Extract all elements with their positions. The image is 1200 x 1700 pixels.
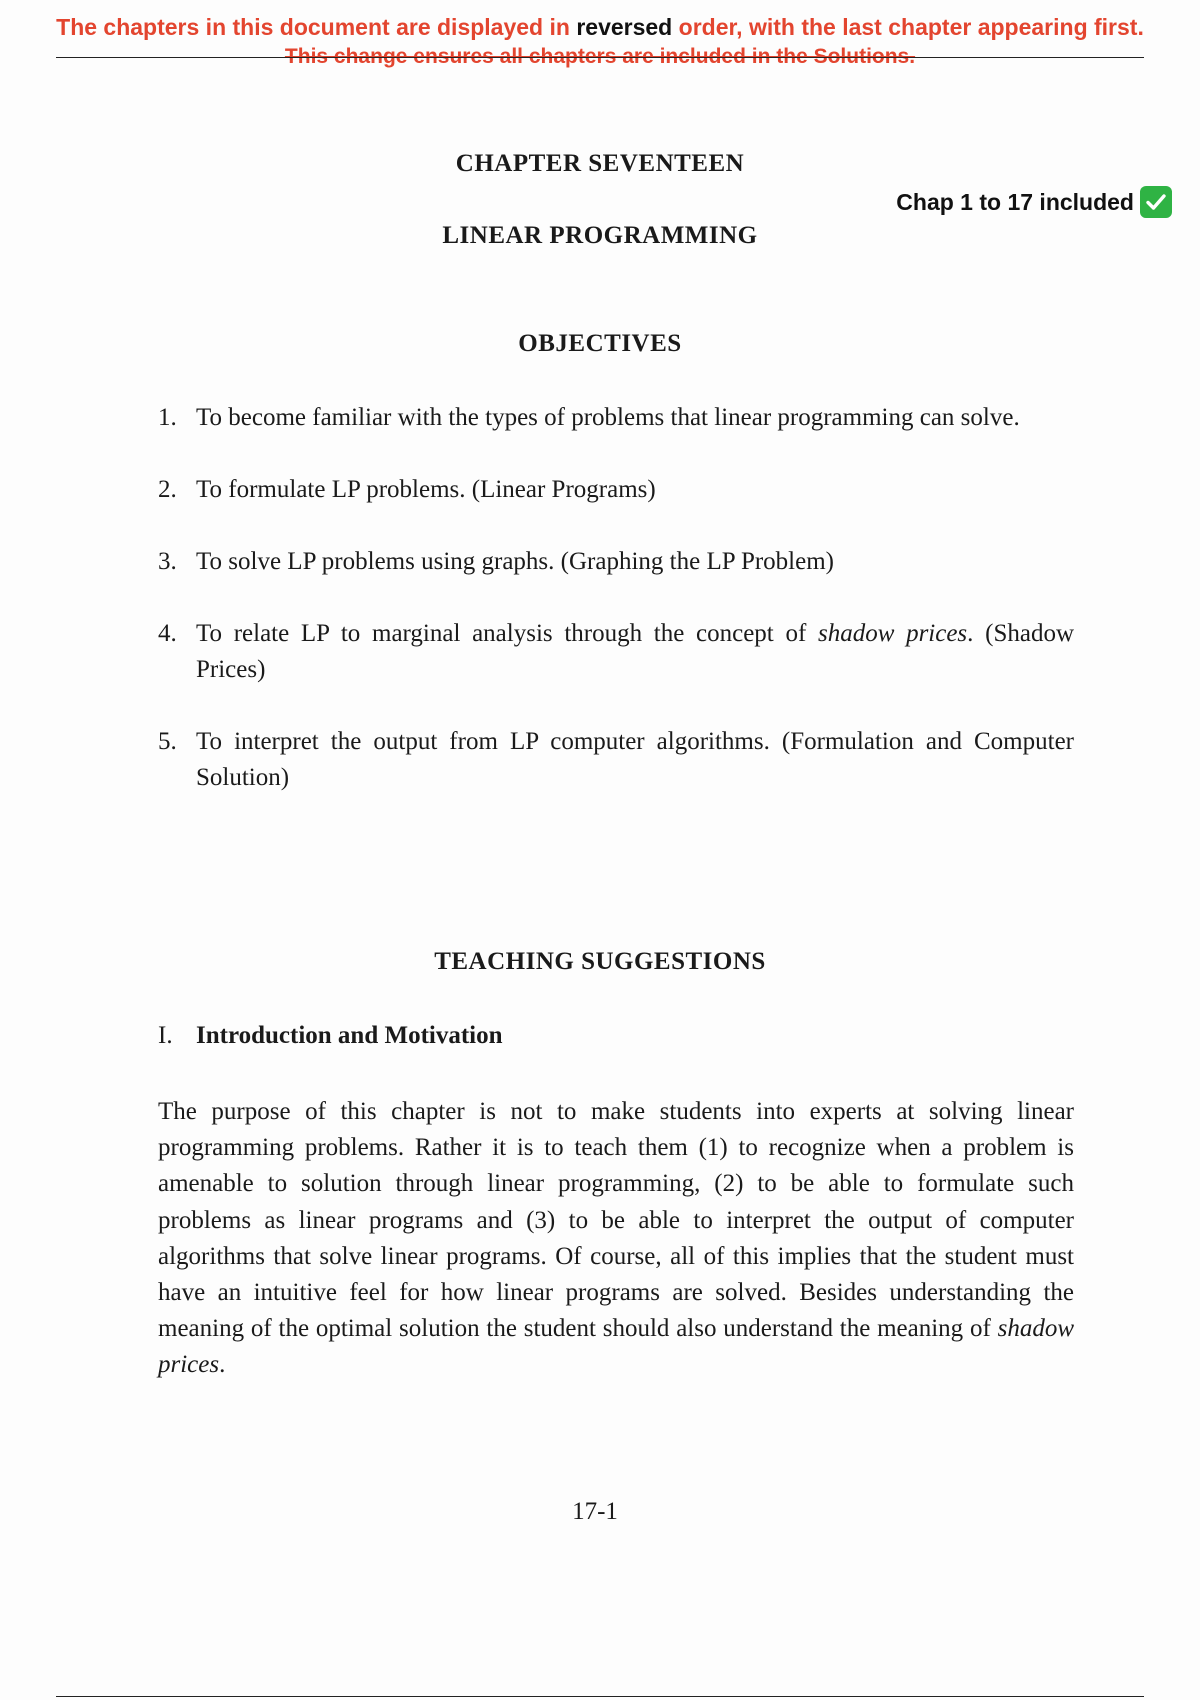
objective-number: 1. xyxy=(158,404,177,431)
teaching-suggestions-heading: TEACHING SUGGESTIONS xyxy=(434,948,766,975)
notice-text-part1: The chapters in this document are displayed in xyxy=(56,14,577,40)
footer-rule xyxy=(56,1696,1144,1697)
objective-text: To solve LP problems using graphs. (Graphing the LP Problem) xyxy=(196,548,834,575)
section-title: Introduction and Motivation xyxy=(196,1022,503,1049)
objective-item xyxy=(158,544,1074,580)
objectives-list xyxy=(158,400,1074,832)
header-rule xyxy=(56,57,1144,58)
objective-number: 2. xyxy=(158,476,177,503)
paragraph-text: The purpose of this chapter is not to make students into experts at solving linear programming problems. Rather it is to teach them (1) to recognize when a problem is amenable to solution through linear programming, (2) to be able to formulate such problems as linear programs and (3) to be able to interpret the output of computer algorithms that solve linear programs. Of course, all of this implies that the student must have an intuitive feel for how linear programs are solved. Besides understanding the meaning of the optimal solution the student should also understand the meaning of xyxy=(158,1098,1074,1343)
check-mark-icon xyxy=(1140,186,1172,218)
section-heading xyxy=(158,1022,503,1050)
objective-text: To become familiar with the types of problems that linear programming can solve. xyxy=(196,404,1020,431)
objective-text: To formulate LP problems. (Linear Programs) xyxy=(196,476,656,503)
notice-emphasis: reversed xyxy=(576,14,673,40)
objective-number: 4. xyxy=(158,620,177,647)
chapter-title: CHAPTER SEVENTEEN xyxy=(455,150,745,177)
paragraph-emphasis: shadow prices xyxy=(158,1315,1074,1379)
objective-item xyxy=(158,400,1074,436)
objective-number: 3. xyxy=(158,548,177,575)
objective-emphasis: shadow prices xyxy=(817,620,968,647)
objective-text-post: . (Shadow Prices) xyxy=(196,620,1074,683)
chapters-included-badge xyxy=(896,186,1172,218)
notice-strikethrough-line: This change ensures all chapters are included in the Solutions. xyxy=(284,45,916,68)
section-number: I. xyxy=(158,1022,173,1049)
objective-number: 5. xyxy=(158,728,177,755)
notice-banner xyxy=(0,12,1200,42)
objective-text: To interpret the output from LP computer algorithms. (Formulation and Computer Solution) xyxy=(196,728,1074,791)
notice-text-part2: order, with the last chapter appearing first. xyxy=(672,14,1144,40)
intro-paragraph xyxy=(158,1094,1074,1384)
objective-item xyxy=(158,472,1074,508)
page-number: 17-1 xyxy=(572,1498,618,1525)
objective-text-pre: To relate LP to marginal analysis through the concept of xyxy=(196,620,818,647)
badge-text: Chap 1 to 17 included xyxy=(896,188,1134,215)
objectives-heading: OBJECTIVES xyxy=(518,330,682,357)
topic-title: LINEAR PROGRAMMING xyxy=(442,222,758,249)
objective-item xyxy=(158,616,1074,688)
objective-item xyxy=(158,724,1074,796)
paragraph-end: . xyxy=(219,1351,226,1379)
